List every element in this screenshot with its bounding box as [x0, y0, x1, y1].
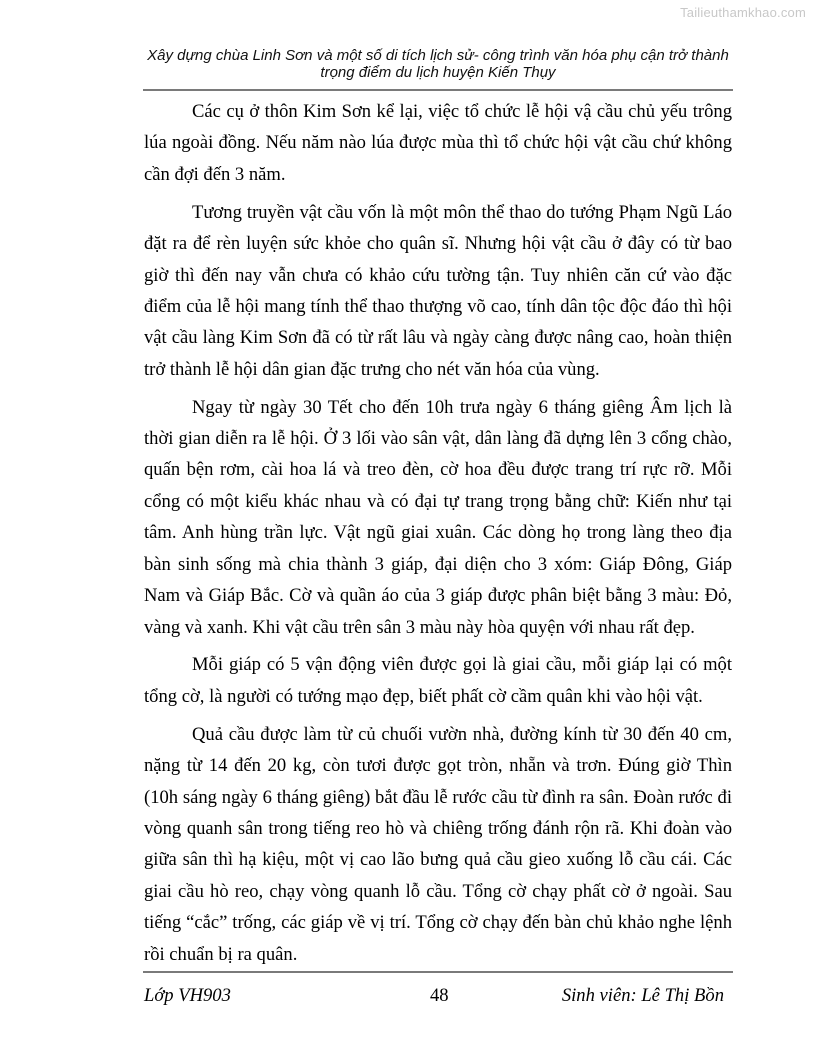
paragraph: Tương truyền vật cầu vốn là một môn thể thao do tướng Phạm Ngũ Láo đặt ra để rèn luyện sức khỏe cho quân sĩ. Nhưng hội vật cầu ở đây có từ bao giờ thì đến nay vẫn chưa có khảo cứu tường tận. Tuy nhiên căn cứ vào đặc điểm của lễ hội mang tính thể thao thượng võ cao, tính dân tộc độc đáo thì hội vật cầu làng Kim Sơn đã có từ rất lâu và ngày càng được nâng cao, hoàn thiện trở thành lễ hội dân gian đặc trưng cho nét văn hóa của vùng.: [144, 201, 732, 380]
header-divider: [143, 89, 733, 91]
footer-divider: [143, 971, 733, 973]
footer-student-label: Sinh viên: Lê Thị Bồn: [561, 985, 724, 1006]
page-number: 48: [430, 985, 449, 1006]
paragraph: Các cụ ở thôn Kim Sơn kể lại, việc tổ chức lễ hội vậ cầu chủ yếu trông lúa ngoài đồng. Nếu năm nào lúa được mùa thì tổ chức hội vật cầu chứ không cần đợi đến 3 năm.: [144, 101, 732, 185]
document-body: [144, 96, 732, 970]
watermark: Tailieuthamkhao.com: [680, 5, 806, 20]
page-footer: [144, 985, 732, 1009]
footer-class-label: Lớp VH903: [144, 985, 231, 1006]
paragraph: Mỗi giáp có 5 vận động viên được gọi là giai cầu, mỗi giáp lại có một tổng cờ, là người có tướng mạo đẹp, biết phất cờ cầm quân khi vào hội vật.: [144, 654, 732, 707]
paragraph: Quả cầu được làm từ củ chuối vườn nhà, đường kính từ 30 đến 40 cm, nặng từ 14 đến 20 kg, còn tươi được gọt tròn, nhẵn và trơn. Đúng giờ Thìn (10h sáng ngày 6 tháng giêng) bắt đầu lễ rước cầu từ đình ra sân. Đoàn rước đi vòng quanh sân trong tiếng reo hò và chiêng trống đánh rộn rã. Khi đoàn vào giữa sân thì hạ kiệu, một vị cao lão bưng quả cầu gieo xuống lỗ cầu cái. Các giai cầu hò reo, chạy vòng quanh lỗ cầu. Tổng cờ chạy phất cờ ở ngoài. Sau tiếng “cắc” trống, các giáp về vị trí. Tổng cờ chạy đến bàn chủ khảo nghe lệnh rồi chuẩn bị ra quân.: [144, 723, 732, 965]
running-header-title: Xây dựng chùa Linh Sơn và một số di tích lịch sử- công trình văn hóa phụ cận trở thành trọng điểm du lịch huyện Kiến Thụy: [147, 47, 729, 81]
paragraph: Ngay từ ngày 30 Tết cho đến 10h trưa ngày 6 tháng giêng Âm lịch là thời gian diễn ra lễ hội. Ở 3 lối vào sân vật, dân làng đã dựng lên 3 cổng chào, quấn bện rơm, cài hoa lá và treo đèn, cờ hoa đều được trang trí rực rỡ. Mỗi cổng có một kiểu khác nhau và có đại tự trang trọng bằng chữ: Kiến như tại tâm. Anh hùng trần lực. Vật ngũ giai xuân. Các dòng họ trong làng theo địa bàn sinh sống mà chia thành 3 giáp, đại diện cho 3 xóm: Giáp Đông, Giáp Nam và Giáp Bắc. Cờ và quần áo của 3 giáp được phân biệt bằng 3 màu: Đỏ, vàng và xanh. Khi vật cầu trên sân 3 màu này hòa quyện với nhau rất đẹp.: [144, 396, 732, 638]
